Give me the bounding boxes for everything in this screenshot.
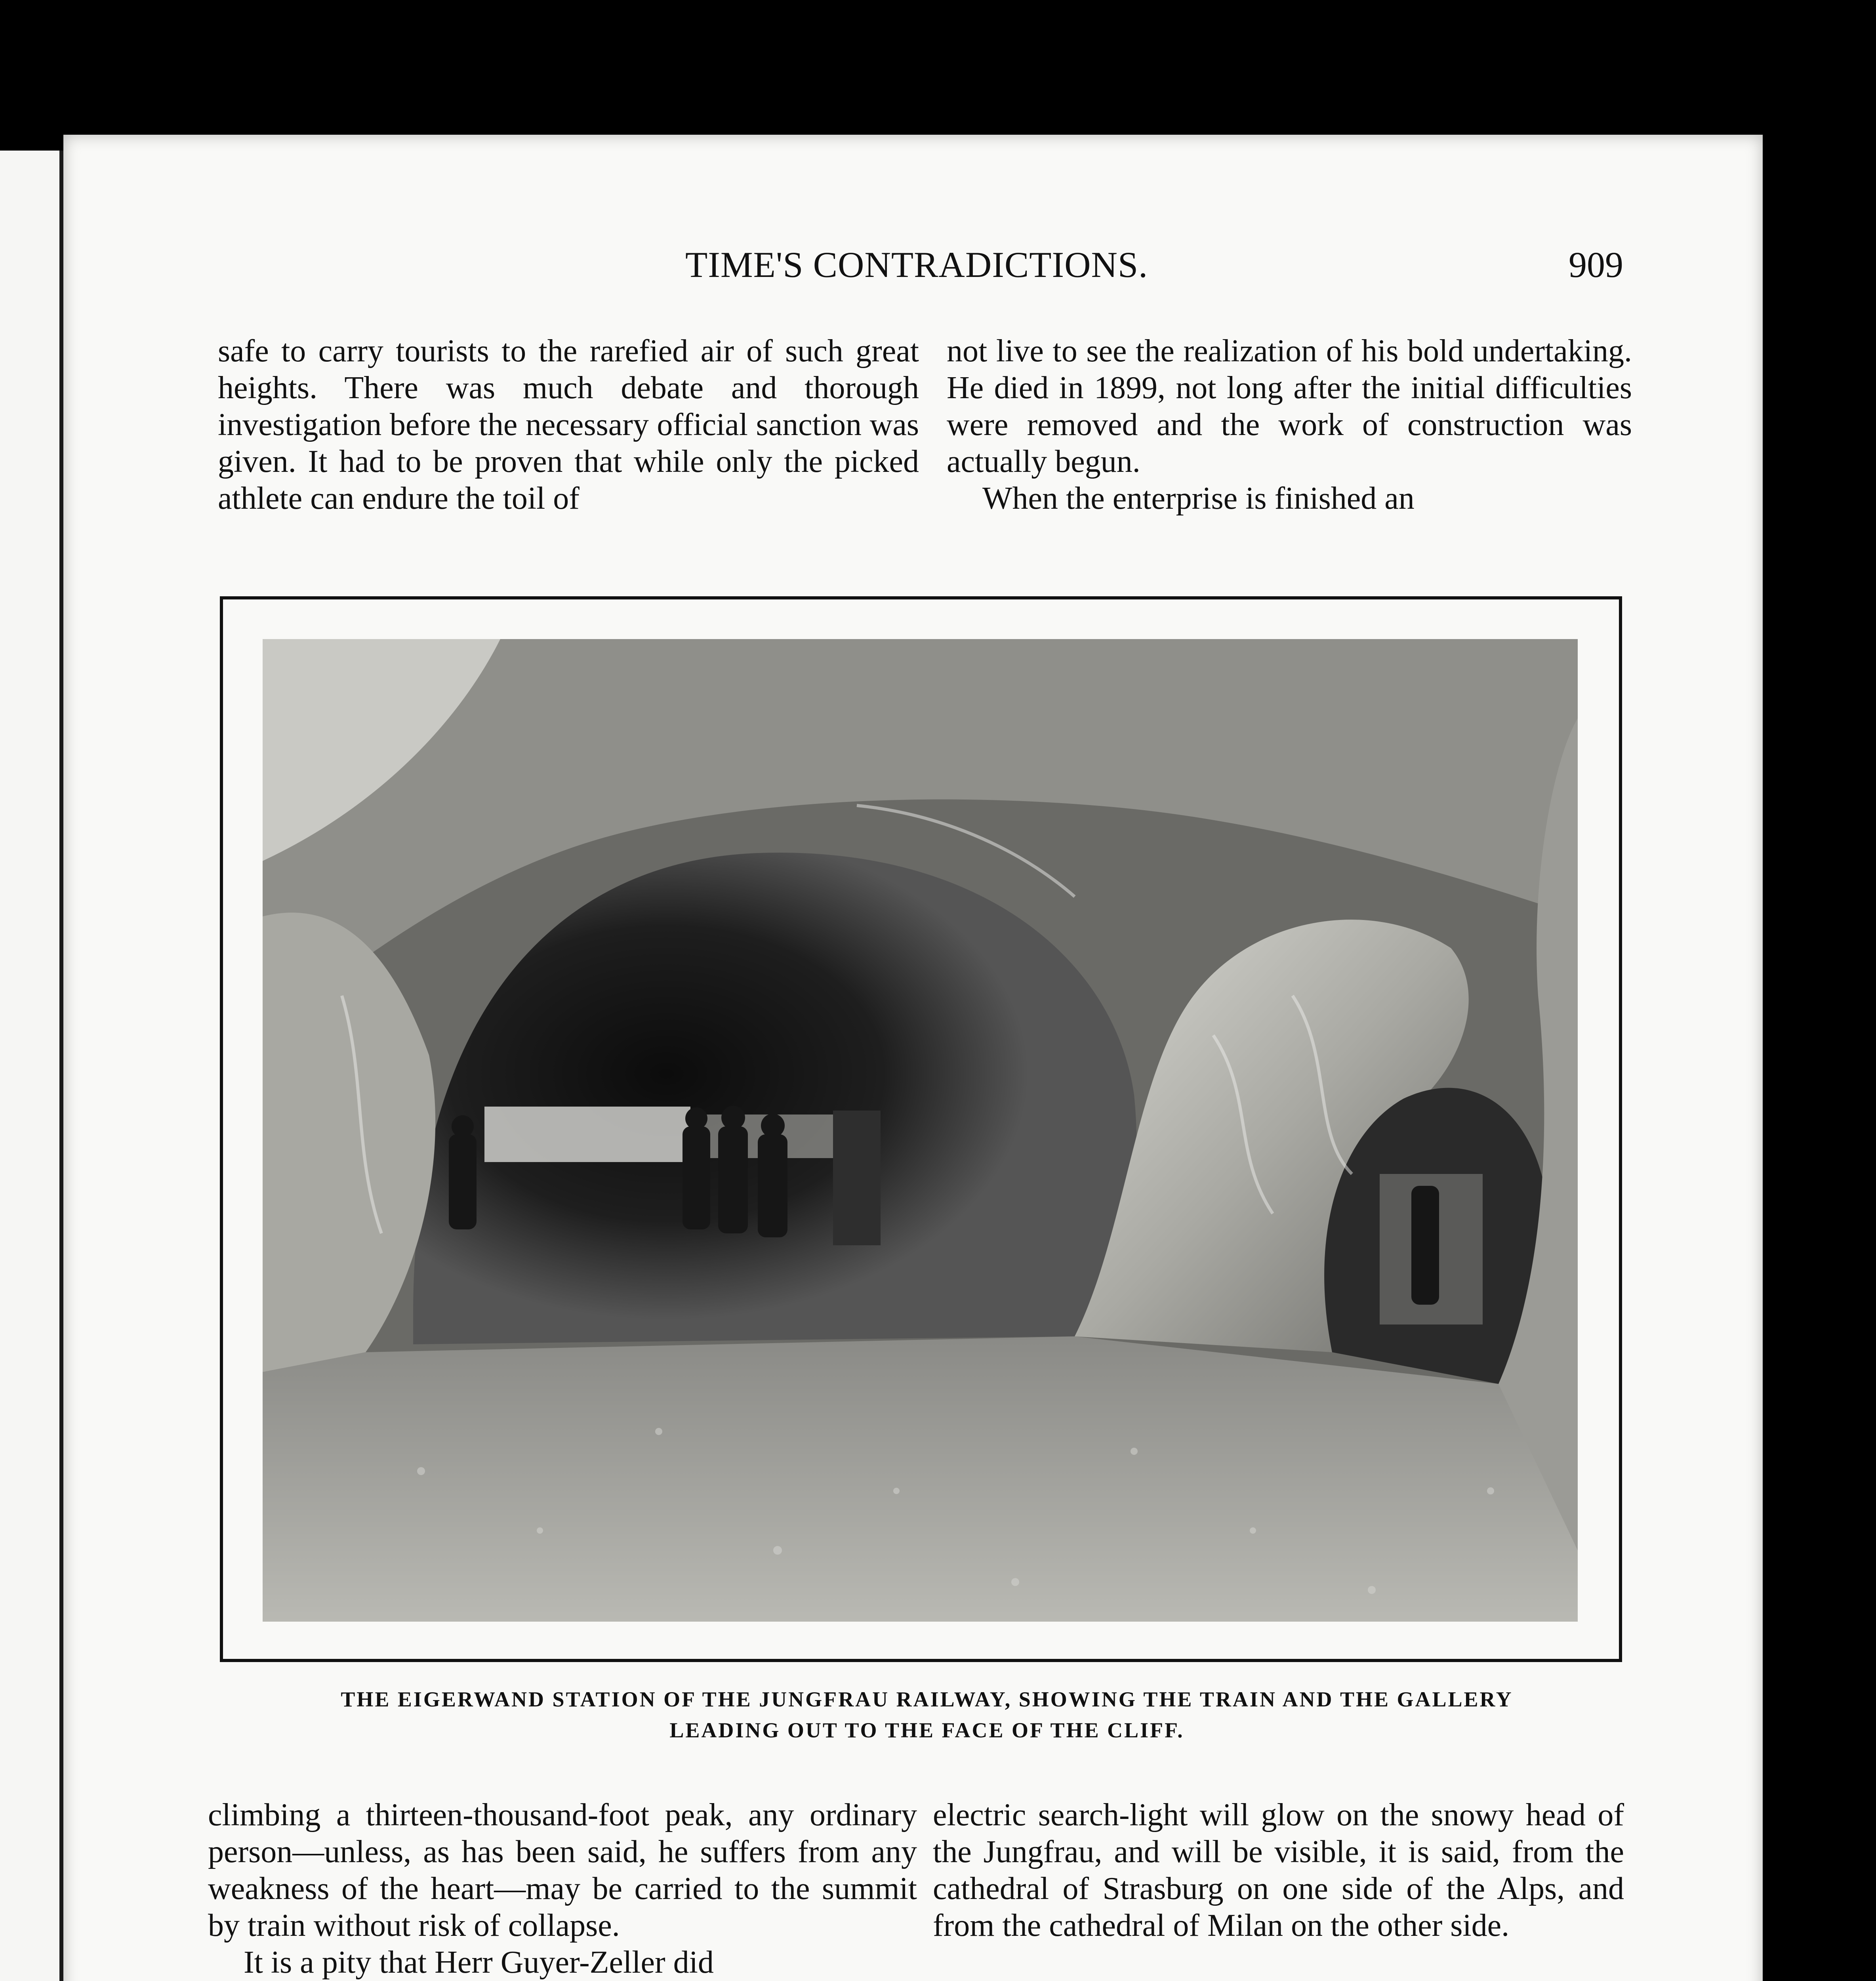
article-paragraph: It is a pity that Herr Guyer-Zeller did: [244, 1945, 714, 1980]
article-paragraph: When the enterprise is finished an: [982, 481, 1415, 516]
article-paragraph: electric search-light will glow on the snowy head of the Jungfrau, and will be visible, it is said, from the cathedral of Strasburg on one side of the Alps, and from the cathedral of Milan on the other side.: [933, 1798, 1624, 1943]
article-column-bottom-right: [933, 1797, 1624, 1944]
book-page: [63, 135, 1763, 1981]
figure-caption: [182, 1684, 1672, 1746]
tunnel-photo: [263, 639, 1578, 1622]
article-column-top-right: [947, 333, 1632, 517]
article-column-top-left: [218, 333, 919, 517]
caption-line: THE EIGERWAND STATION OF THE JUNGFRAU RAILWAY, SHOWING THE TRAIN AND THE GALLERY: [341, 1687, 1513, 1711]
article-paragraph: safe to carry tourists to the rarefied air of such great heights. There was much debate and thorough investigation before the necessary official sanction was given. It had to be proven that while only the picked athlete can endure the toil of: [218, 334, 919, 516]
running-head: [63, 244, 1763, 287]
running-title: TIME'S CONTRADICTIONS.: [685, 244, 1148, 285]
tunnel-photo-illustration: [263, 639, 1578, 1622]
facing-page-edge: [0, 151, 65, 1981]
article-paragraph: not live to see the realization of his bold undertaking. He died in 1899, not long after the initial difficulties were removed and the work of construction was actually begun.: [947, 334, 1632, 479]
article-paragraph: climbing a thirteen-thousand-foot peak, any ordinary person—unless, as has been said, he suffers from any weakness of the heart—may be carried to the summit by train without risk of collapse.: [208, 1798, 917, 1943]
caption-line: LEADING OUT TO THE FACE OF THE CLIFF.: [669, 1718, 1184, 1742]
figure-frame: [220, 596, 1622, 1662]
article-column-bottom-left: [208, 1797, 917, 1981]
page-number: 909: [1569, 244, 1623, 285]
